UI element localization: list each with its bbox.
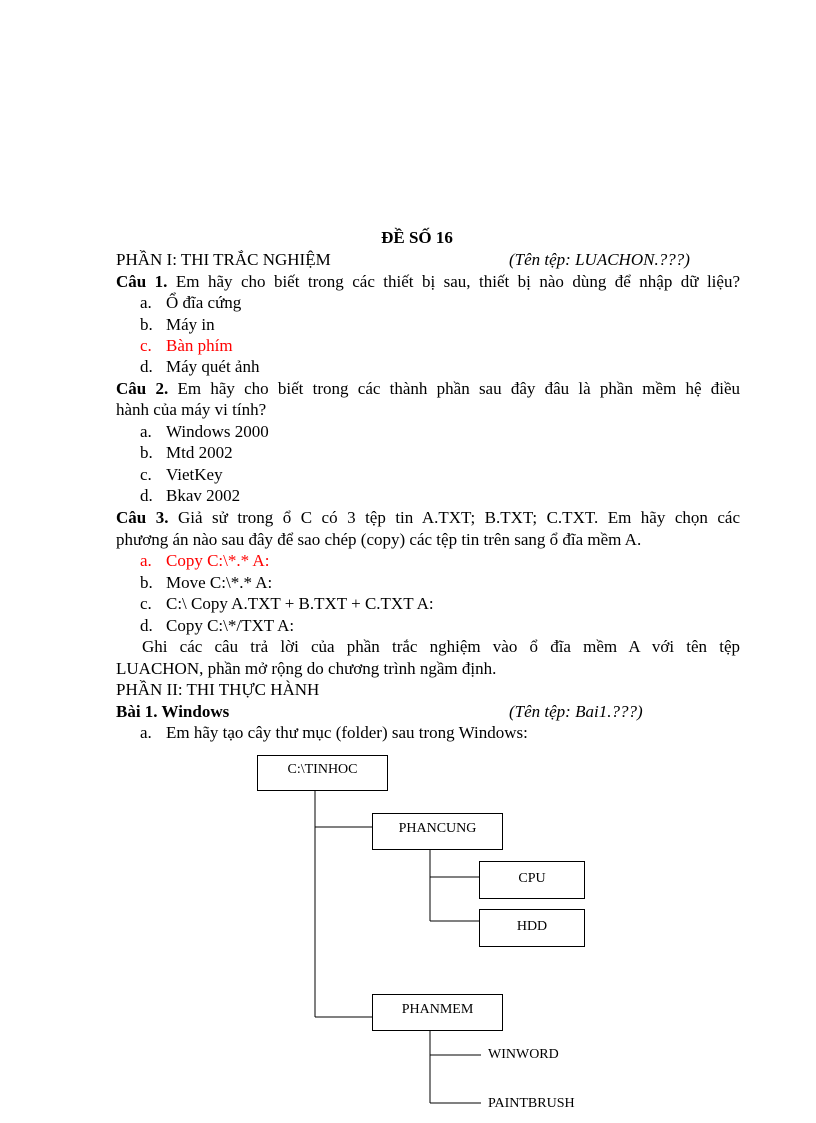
option-marker: c. xyxy=(140,336,152,355)
task-marker: a. xyxy=(140,723,152,742)
question-1-label: Câu 1. xyxy=(116,272,168,291)
option-text: Copy C:\*/TXT A: xyxy=(166,616,295,635)
option-text: Windows 2000 xyxy=(166,422,269,441)
option-marker: b. xyxy=(140,443,153,462)
task-text: Em hãy tạo cây thư mục (folder) sau trong Windows: xyxy=(166,723,528,742)
question-3-label: Câu 3. xyxy=(116,508,169,527)
folder-root: C:\TINHOC xyxy=(257,755,388,791)
part1-heading: PHẦN I: THI TRẮC NGHIỆM xyxy=(116,250,331,269)
note-line-2: LUACHON, phần mở rộng do chương trình ngầm định. xyxy=(116,659,497,678)
part2-heading: PHẦN II: THI THỰC HÀNH xyxy=(116,680,320,699)
option-text: Bàn phím xyxy=(166,336,233,355)
option-text: C:\ Copy A.TXT + B.TXT + C.TXT A: xyxy=(166,594,434,613)
option-marker: a. xyxy=(140,551,152,570)
part1-file-name: (Tên tệp: LUACHON.???) xyxy=(509,250,690,269)
option-text: Ổ đĩa cứng xyxy=(166,293,242,312)
question-3-text-line-2: phương án nào sau đây để sao chép (copy) các tệp tin trên sang ổ đĩa mềm A. xyxy=(116,530,642,549)
question-2-text-line-2: hành của máy vi tính? xyxy=(116,400,267,419)
option-text: Mtd 2002 xyxy=(166,443,233,462)
folder-phancung: PHANCUNG xyxy=(372,813,503,850)
note-line-1: Ghi các câu trả lời của phần trắc nghiệm vào ổ đĩa mềm A với tên tệp xyxy=(142,637,740,656)
option-marker: a. xyxy=(140,422,152,441)
exam-title: ĐỀ SỐ 16 xyxy=(381,228,453,247)
option-marker: a. xyxy=(140,293,152,312)
option-text: Máy quét ảnh xyxy=(166,357,260,376)
exercise-1-label: Bài 1. Windows xyxy=(116,702,230,721)
option-text: Copy C:\*.* A: xyxy=(166,551,270,570)
folder-winword: WINWORD xyxy=(488,1047,559,1062)
option-marker: b. xyxy=(140,315,153,334)
option-marker: b. xyxy=(140,573,153,592)
question-2-text-line-1: Em hãy cho biết trong các thành phần sau đây đâu là phần mềm hệ điều xyxy=(177,379,741,398)
option-text: VietKey xyxy=(166,465,223,484)
option-marker: d. xyxy=(140,486,153,505)
option-marker: c. xyxy=(140,594,152,613)
folder-cpu: CPU xyxy=(479,861,585,899)
option-marker: d. xyxy=(140,357,153,376)
folder-hdd: HDD xyxy=(479,909,585,947)
option-marker: d. xyxy=(140,616,153,635)
option-text: Máy in xyxy=(166,315,215,334)
question-2-label: Câu 2. xyxy=(116,379,169,398)
option-text: Move C:\*.* A: xyxy=(166,573,273,592)
question-3-text-line-1: Giả sử trong ổ C có 3 tệp tin A.TXT; B.TXT; C.TXT. Em hãy chọn các xyxy=(177,508,741,527)
question-1-text: Em hãy cho biết trong các thiết bị sau, thiết bị nào dùng để nhập dữ liệu? xyxy=(175,272,740,291)
option-marker: c. xyxy=(140,465,152,484)
folder-phanmem: PHANMEM xyxy=(372,994,503,1031)
exercise-1-file-name: (Tên tệp: Bai1.???) xyxy=(509,702,643,721)
option-text: Bkav 2002 xyxy=(166,486,241,505)
folder-paintbrush: PAINTBRUSH xyxy=(488,1096,575,1111)
